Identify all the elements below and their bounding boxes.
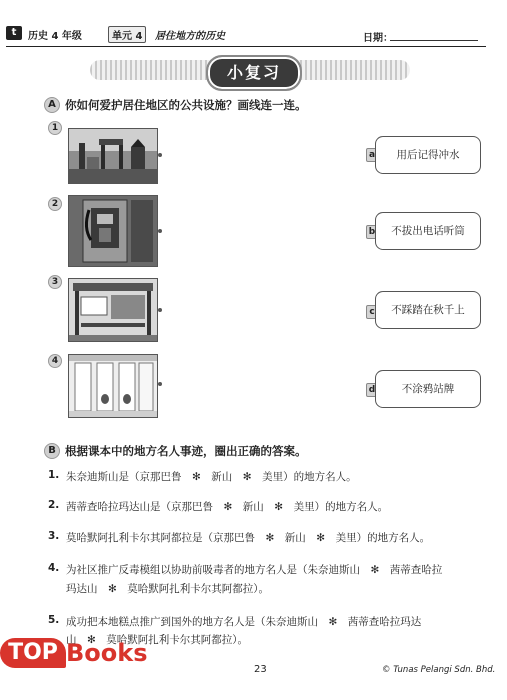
answer-a-box: 用后记得冲水 bbox=[375, 136, 481, 174]
publisher-logo: t bbox=[6, 26, 22, 40]
date-label: 日期： bbox=[363, 33, 393, 44]
item-3-connector-dot bbox=[158, 308, 162, 312]
subject-grade: 历史 4 年级 bbox=[28, 31, 82, 42]
b-item-4-text-line1: 为社区推广反毒模组以协助前吸毒者的地方名人是（朱奈迪斯山 ✻ 茜蒂查哈拉 bbox=[66, 564, 443, 576]
answer-c-box: 不踩踏在秋千上 bbox=[375, 291, 481, 329]
section-b-question: 根据课本中的地方名人事迹，圈出正确的答案。 bbox=[65, 444, 307, 458]
header-divider bbox=[6, 46, 486, 47]
bus-stop-photo bbox=[68, 278, 158, 342]
answer-c-letter: c bbox=[366, 305, 378, 319]
bus-stop-illustration bbox=[69, 279, 157, 341]
answer-b-letter: b bbox=[366, 225, 378, 239]
watermark-top: TOP bbox=[0, 638, 66, 668]
item-2-number: 2 bbox=[48, 197, 62, 211]
b-item-1-number: 1. bbox=[48, 469, 60, 481]
item-1-connector-dot bbox=[158, 153, 162, 157]
section-a-badge: A bbox=[44, 97, 60, 113]
b-item-3-text: 莫哈默阿扎利卡尔其阿都拉是（京那巴鲁 ✻ 新山 ✻ 美里）的地方名人。 bbox=[66, 532, 431, 544]
b-item-1-text: 朱奈迪斯山是（京那巴鲁 ✻ 新山 ✻ 美里）的地方名人。 bbox=[66, 471, 357, 483]
b-item-5-text-line1: 成功把本地糕点推广到国外的地方名人是（朱奈迪斯山 ✻ 茜蒂查哈拉玛达 bbox=[66, 616, 422, 628]
item-1-number: 1 bbox=[48, 121, 62, 135]
watermark-books: Books bbox=[66, 639, 148, 667]
section-a-question: 你如何爱护居住地区的公共设施？画线连一连。 bbox=[65, 98, 307, 112]
page-number: 23 bbox=[254, 664, 267, 675]
unit-title: 居住地方的历史 bbox=[155, 31, 225, 42]
section-b-badge: B bbox=[44, 443, 60, 459]
answer-b-box: 不拔出电话听筒 bbox=[375, 212, 481, 250]
answer-d-letter: d bbox=[366, 383, 378, 397]
answer-a-letter: a bbox=[366, 148, 378, 162]
page-title: 小复习 bbox=[226, 63, 281, 82]
b-item-5-text-line2: 山 ✻ 莫哈默阿扎利卡尔其阿都拉）。 bbox=[66, 634, 249, 646]
copyright-text: © Tunas Pelangi Sdn. Bhd. bbox=[382, 665, 496, 675]
toilet-illustration bbox=[69, 355, 157, 417]
b-item-2-text: 茜蒂查哈拉玛达山是（京那巴鲁 ✻ 新山 ✻ 美里）的地方名人。 bbox=[66, 501, 389, 513]
b-item-2-number: 2. bbox=[48, 499, 60, 511]
playground-photo bbox=[68, 128, 158, 184]
b-item-4-number: 4. bbox=[48, 562, 60, 574]
payphone-photo bbox=[68, 195, 158, 267]
b-item-5-number: 5. bbox=[48, 614, 60, 626]
toilet-photo bbox=[68, 354, 158, 418]
playground-illustration bbox=[69, 129, 157, 183]
item-4-connector-dot bbox=[158, 382, 162, 386]
item-3-number: 3 bbox=[48, 275, 62, 289]
item-4-number: 4 bbox=[48, 354, 62, 368]
b-item-4-text-line2: 玛达山 ✻ 莫哈默阿扎利卡尔其阿都拉）。 bbox=[66, 583, 270, 595]
item-2-connector-dot bbox=[158, 229, 162, 233]
date-line bbox=[390, 40, 478, 41]
answer-d-box: 不涂鸦站牌 bbox=[375, 370, 481, 408]
b-item-3-number: 3. bbox=[48, 530, 60, 542]
unit-badge: 单元 4 bbox=[108, 26, 146, 43]
payphone-illustration bbox=[69, 196, 157, 266]
